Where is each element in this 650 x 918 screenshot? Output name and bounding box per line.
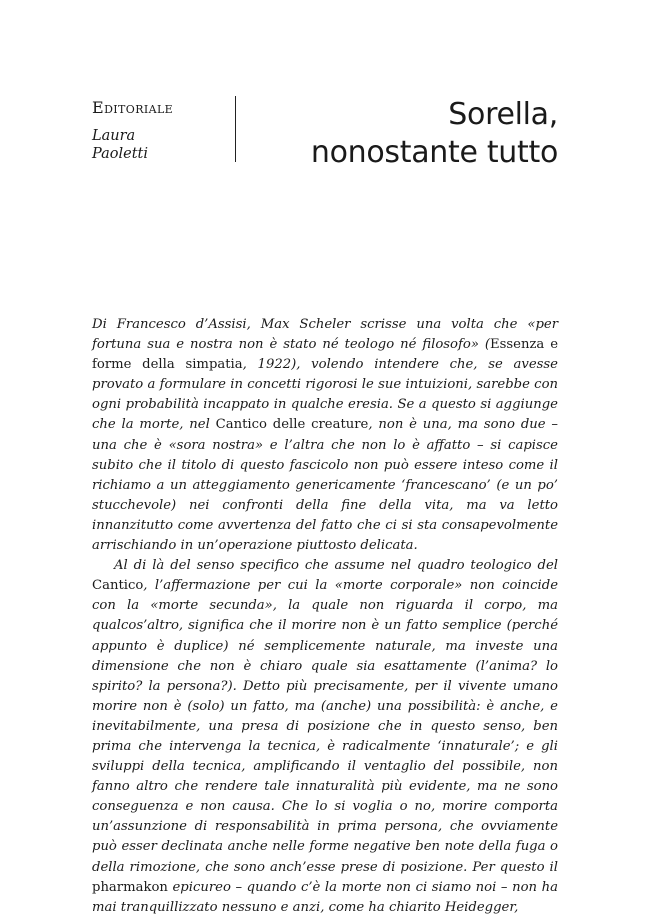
text-run: , non è una, ma sono due – una che è «sora nostra» e l’altra che non lo è affatto – si capisce subito che il titolo di questo fascicolo non può essere inteso come il richiamo a un atteggiamento genericamente ‘francescano’ (e un po’ stucchevole) nei confronti della fine della vita, ma va letto innanzitutto come avvertenza del fatto che ci si sta consapevolmente arrischiando in un’operazione piuttosto delicata. xyxy=(92,417,558,554)
title-line-2: nonostante tutto xyxy=(310,135,558,170)
work-title: Cantico xyxy=(92,578,144,594)
header-left xyxy=(92,98,232,163)
paragraph-1 xyxy=(92,315,558,556)
section-label: Editoriale xyxy=(92,98,174,117)
title-line-1: Sorella, xyxy=(448,97,558,132)
text-run: , 1922), volendo intendere che, se avesse provato a formulare in concetti rigorosi le sue intuizioni, sarebbe con ogni probabilità incappato in qualche eresia. Se a questo si aggiunge che la morte, nel xyxy=(92,357,558,433)
text-run: , l’affermazione per cui la «morte corporale» non coincide con la «morte secunda», la quale non riguarda il corpo, ma qualcos’altro, significa che il morire non è un fatto semplice (perché appunto è duplice) né semplicemente naturale, ma investe una dimensione che non è chiaro quale sia esattamente (l’anima? lo spirito? la persona?). Detto più precisamente, per il vivente umano morire non è (solo) un fatto, ma (anche) una possibilità: è anche, e inevitabilmente, una presa di posizione che in questo senso, ben prima che intervenga la tecnica, è radicalmente ‘innaturale’; e gli sviluppi della tecnica, amplificando il ventaglio del possibile, non fanno altro che rendere tale innaturalità più evidente, ma ne sono conseguenza e non causa. Che lo si voglia o no, morire comporta un’assunzione di responsabilità in prima persona, che ovviamente può esser declinata anche nelle forme negative ben note della fuga o della rimozione, che sono anch’esse prese di posizione. Per questo il xyxy=(92,578,558,875)
header-divider xyxy=(235,96,236,162)
article-body xyxy=(92,315,558,918)
paragraph-2 xyxy=(92,556,558,918)
text-run: epicureo – quando c’è la morte non ci siamo noi – non ha mai tranquillizzato nessuno e anzi, come ha chiarito Heidegger, xyxy=(92,879,558,915)
article-title xyxy=(258,96,558,172)
text-run: Al di là del senso specifico che assume nel quadro teologico del xyxy=(114,558,558,574)
author-name xyxy=(92,127,232,163)
author-last-name: Paoletti xyxy=(92,146,148,162)
book-title: Essenza e forme della simpatia xyxy=(92,337,558,373)
work-title: Cantico delle creature xyxy=(215,417,369,433)
author-first-name: Laura xyxy=(92,128,136,144)
text-run: Di Francesco d’Assisi, Max Scheler scrisse una volta che «per fortuna sua e nostra non è stato né teologo né filosofo» ( xyxy=(92,317,558,353)
greek-term: pharmakon xyxy=(92,879,168,895)
